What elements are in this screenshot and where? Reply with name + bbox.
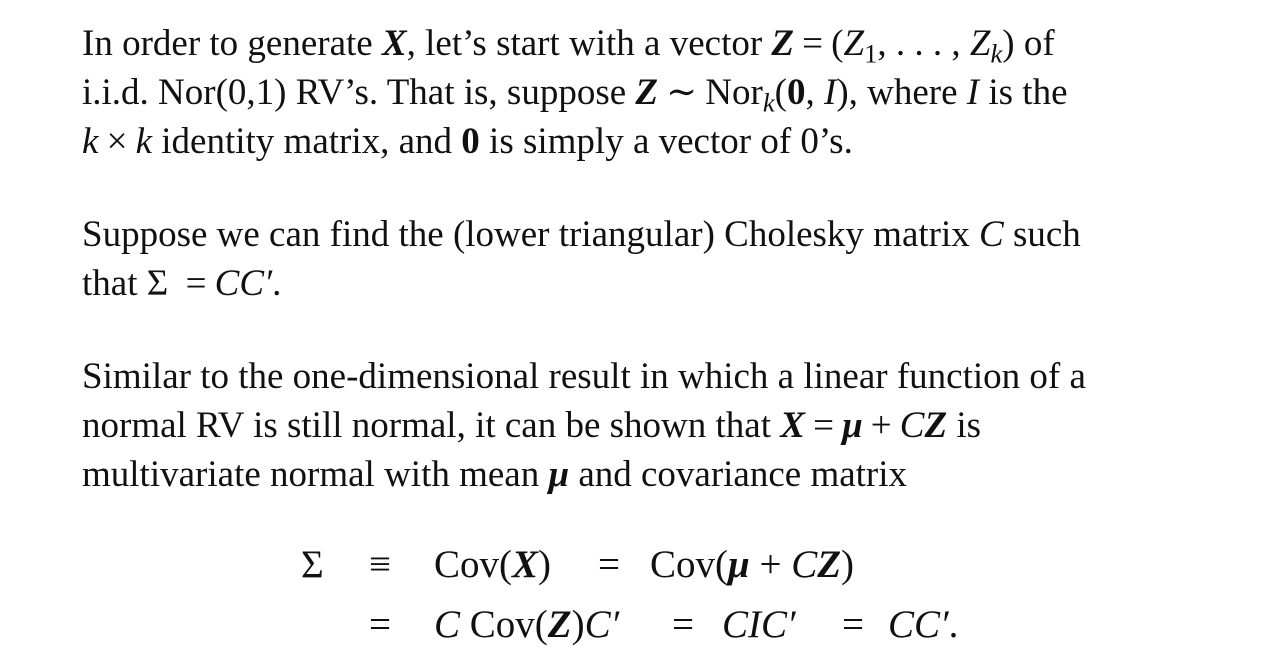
math-X: X <box>381 23 407 64</box>
text: that Σ <box>82 263 178 304</box>
text: Suppose we can find the (lower triangular) Cholesky matrix <box>82 214 980 255</box>
paragraph-1-line-3 <box>82 117 1068 166</box>
math-nor: Nor <box>705 72 763 113</box>
math-Zk: Z <box>969 23 991 64</box>
text: CIC′ <box>722 603 796 646</box>
text: is <box>947 405 981 446</box>
paragraph-1-line-2 <box>82 68 1068 117</box>
math-mu: μ <box>548 454 570 495</box>
math-Z: Z <box>817 543 842 586</box>
text: multivariate normal with mean <box>82 454 549 495</box>
math-mu: μ <box>728 543 750 586</box>
math-I: I <box>823 72 837 113</box>
math-times: × <box>106 121 128 162</box>
math-Z: Z <box>771 23 795 64</box>
text: Cov( <box>434 543 512 586</box>
paragraph-1 <box>82 19 1068 166</box>
math-k: k <box>135 121 152 162</box>
math-C: C <box>899 405 925 446</box>
math-Z: Z <box>635 72 659 113</box>
math-plus: + <box>870 405 892 446</box>
math-dots: , . . . , <box>877 23 970 64</box>
math-X: X <box>512 543 539 586</box>
math-comma: , <box>805 72 824 113</box>
text: is simply a vector of 0’s. <box>479 121 853 162</box>
math-equals: = <box>185 263 207 304</box>
paragraph-1-line-1 <box>82 19 1068 68</box>
document-page <box>82 0 1222 655</box>
text: Cov( <box>650 543 728 586</box>
math-C: C <box>791 543 818 586</box>
math-cov-x <box>434 539 551 591</box>
math-equals: = <box>842 603 864 646</box>
math-equals: = <box>598 543 620 586</box>
math-equals: = <box>672 603 694 646</box>
math-k: k <box>82 121 99 162</box>
math-CCprime: CC′ <box>214 263 273 304</box>
math-zero-vector: 0 <box>786 72 806 113</box>
math-Z: Z <box>547 603 572 646</box>
text: identity matrix, and <box>152 121 462 162</box>
math-zero-vector: 0 <box>461 121 480 162</box>
math-sim: ∼ <box>666 72 698 113</box>
paragraph-3-line-1: Similar to the one-dimensional result in which a linear function of a <box>82 356 1086 397</box>
math-CIC <box>722 599 796 651</box>
math-mu: μ <box>842 405 863 446</box>
text: , let’s start with a vector <box>406 23 772 64</box>
paragraph-3-line-2 <box>82 401 1086 450</box>
paragraph-2-line-2 <box>82 259 1081 308</box>
math-paren: ( <box>831 23 844 64</box>
text: CC′ <box>888 603 949 646</box>
math-X: X <box>780 405 805 446</box>
math-C: C <box>434 603 461 646</box>
text: and covariance matrix <box>569 454 908 495</box>
text: ) of <box>1002 23 1055 64</box>
math-plus: + <box>749 543 792 586</box>
math-C: C <box>979 214 1004 255</box>
paragraph-3-line-3 <box>82 450 1086 499</box>
math-subscript: 1 <box>864 38 878 69</box>
math-equiv: ≡ <box>369 543 391 586</box>
math-equals: = <box>813 405 834 446</box>
paragraph-2 <box>82 210 1081 308</box>
text: ) <box>538 543 552 586</box>
math-subscript: k <box>762 87 775 118</box>
math-subscript: k <box>990 38 1003 69</box>
math-c-cov-z-c <box>434 599 619 651</box>
paragraph-2-line-1 <box>82 210 1081 259</box>
text: ), where <box>836 72 967 113</box>
paragraph-3 <box>82 352 1086 499</box>
text: . <box>272 263 282 304</box>
math-CC <box>888 599 958 651</box>
math-equals: = <box>369 603 391 646</box>
text: Cov( <box>460 603 548 646</box>
text: is the <box>979 72 1068 113</box>
math-cov-mu-cz <box>650 539 854 591</box>
text: i.i.d. Nor(0,1) RV’s. That is, suppose <box>82 72 636 113</box>
text: ) <box>841 543 855 586</box>
math-equals: = <box>802 23 824 64</box>
text: such <box>1003 214 1081 255</box>
text: normal RV is still normal, it can be shown that <box>82 405 781 446</box>
math-Z1: Z <box>843 23 865 64</box>
text: . <box>948 603 959 646</box>
math-sigma: Σ <box>301 543 324 586</box>
math-Z: Z <box>924 405 948 446</box>
math-paren: ( <box>774 72 787 113</box>
math-Cprime: C′ <box>584 603 620 646</box>
text: ) <box>571 603 585 646</box>
text: In order to generate <box>82 23 382 64</box>
math-I: I <box>966 72 980 113</box>
